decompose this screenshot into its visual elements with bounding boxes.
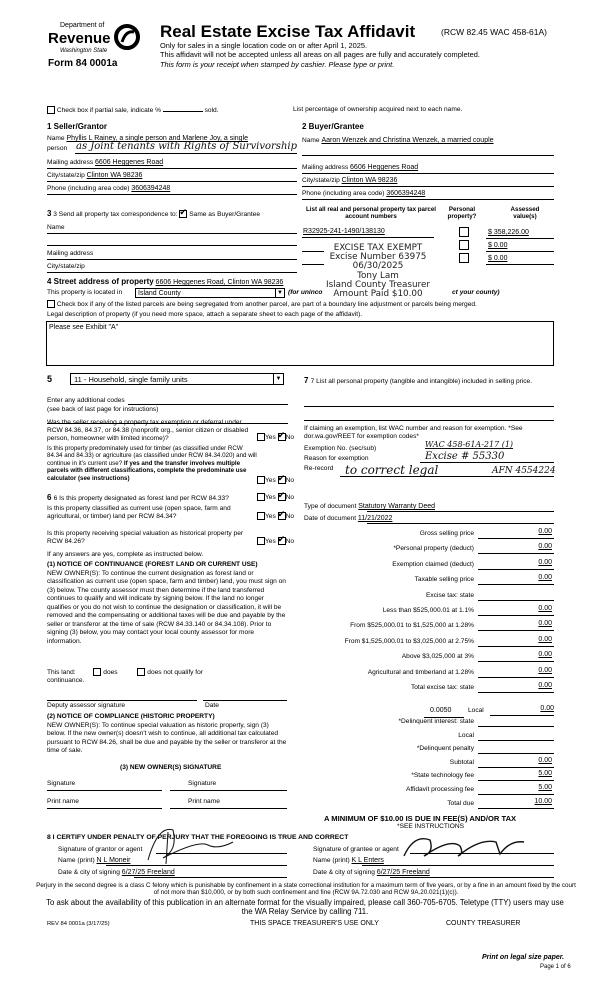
seller-name[interactable]: Phyllis L Rainey, a single person and Marlene Joy, a single [66,135,249,142]
calc-value[interactable]: 0.00 [538,543,552,551]
section3-name: Name [47,224,65,231]
grantor-date[interactable]: 6/27/25 Freeland [121,869,175,876]
buyer-mail[interactable]: 6606 Heggenes Road [350,164,419,171]
seller-mail[interactable]: 6606 Heggenes Road [95,159,164,166]
section5-num: 5 [47,374,53,384]
seller-phone[interactable]: 3606394248 [131,185,171,192]
local-value[interactable]: 0.00 [540,705,554,712]
rev-number: REV 84 0001a (3/17/25) [47,921,110,927]
chevron-down-icon: ▼ [273,374,283,384]
chevron-down-icon: ▼ [275,289,284,297]
dor-emblem-icon [114,24,140,50]
rerecord-label: Re-record [304,465,334,472]
calc-label: *Personal property (deduct) [393,545,474,553]
land-use-select[interactable]: 11 - Household, single family units ▼ [70,373,284,385]
buyer-heading: 2 Buyer/Grantee [302,122,364,131]
notice-continuance-text: NEW OWNER(S): To continue the current designation as forest land or classification as current use (open space, farm and timber) land, you must sign on (3) below. The county assessor must then determine if the land transferred continues to qualify and will indicate by signing below. If the land no longer qualifies or you do not wish to continue the designation or classification, it will be removed and the compensating or additional taxes will be due and payable by the seller or transferor at the time of sale (RCW 84.33.140 or 84.34.108). Prior to signing (3) below, you may contact your local county assessor for more information. [47,570,286,645]
seller-city[interactable]: Clinton WA 98236 [86,172,143,179]
buyer-city-row: City/state/zip Clinton WA 98236 [302,177,398,184]
q2-no-checkbox[interactable] [278,476,286,484]
owner-signature-label-2: Signature [188,780,217,787]
local-rate: 0.0050 [430,707,452,714]
calc-label: Agricultural and timberland at 1.28% [367,668,474,676]
grantee-date[interactable]: 6/27/25 Freeland [376,869,430,876]
grantor-signature-label: Signature of grantor or agent [58,846,143,853]
q4-yes-checkbox[interactable] [257,512,265,520]
land-does-not-checkbox[interactable] [137,668,145,676]
calc-label: Above $3,025,000 at 3% [401,653,474,661]
form-title: Real Estate Excise Tax Affidavit [160,22,416,41]
calc-label: Less than $525,000.01 at 1.1% [382,607,474,614]
section4-row: 4 Street address of property 6606 Heggenes Road, Clinton WA 98236 [47,277,284,286]
segregated-row: Check box if any of the listed parcels are being segregated from another parcel, are part of a boundary line adjustment or parcels being merged. [47,300,567,309]
county-row: This property is located in [47,289,123,296]
see-instructions: (see back of last page for instructions) [47,406,159,413]
seller-city-row: City/state/zip Clinton WA 98236 [47,172,143,179]
section7-label: 7 7 List all personal property (tangible and intangible) included in selling price. [304,376,533,385]
q1-yesno: Yes ✔ No [257,433,294,442]
treasurer-stamp: EXCISE TAX EXEMPT Excise Number 63975 06/30/2025 Tony Lam Island County Treasurer Amount Paid $10.00 [325,243,430,300]
owner-print-label-2: Print name [188,798,220,805]
calc-label: Total excise tax: state [410,684,474,691]
reason-label: Reason for exemption [304,455,369,462]
calc-label: Exemption claimed (deduct) [392,560,474,568]
handwritten-reason: to correct legal [345,463,439,477]
form-rcw: (RCW 82.45 WAC 458-61A) [441,27,547,37]
buyer-name[interactable]: Aaron Wenzek and Christina Wenzek, a married couple [321,137,494,144]
legal-description-field[interactable]: Please see Exhibit "A" [46,321,554,366]
grantor-date-row: Date & city of signing 6/27/25 Freeland [58,869,175,876]
partial-sale-checkbox[interactable] [47,106,55,114]
seller-mail-row: Mailing address 6606 Heggenes Road [47,159,164,166]
doc-date[interactable]: 11/21/2022 [357,515,393,522]
calc-value[interactable]: 0.00 [538,651,552,659]
form-subtitle: Only for sales in a single location code on or after April 1, 2025. This affidavit will not be accepted unless all areas on all pages are fully and accurately completed. This form is your receipt when stamped by cashier. Please type or print. [160,41,480,69]
calc-value[interactable]: 5.00 [538,784,552,791]
grantee-signature-label: Signature of grantee or agent [313,846,399,853]
new-owner-signature-title: (3) NEW OWNER(S) SIGNATURE [120,764,222,771]
buyer-name-row: Name Aaron Wenzek and Christina Wenzek, a married couple [302,137,494,144]
segregated-checkbox[interactable] [47,300,55,308]
q1-yes-checkbox[interactable] [257,433,265,441]
q2-yes-checkbox[interactable] [257,476,265,484]
legal-paper-note: Print on legal size paper. [482,954,565,961]
forest-question: 6 6 Is this property designated as forest land per RCW 84.33? [47,493,229,502]
perjury-notice: Perjury in the second degree is a class C felony which is punishable by confinement in a state correctional institution for a maximum term of five years, or by a fine in an amount fixed by the court of not more than $10,000, or by both such confinement and fine (RCW 9A.72.030 and RCW 9A.20.021(1)(c)). [36,882,576,897]
certification: 8 I CERTIFY UNDER PENALTY OF PERJURY THAT THE FOREGOING IS TRUE AND CORRECT [47,834,349,841]
buyer-phone-row: Phone (including area code) 3606394248 [302,190,426,197]
q3-yesno: Yes ✔ No [257,493,294,502]
buyer-phone[interactable]: 3606394248 [386,190,426,197]
buyer-mail-row: Mailing address 6606 Heggenes Road [302,164,419,171]
logo-state: Washington State [60,48,108,54]
calc-label: *Delinquent penalty [416,745,474,753]
q5-no-checkbox[interactable] [278,537,286,545]
calc-value[interactable]: 0.00 [538,574,552,582]
personal-property-checkbox-3[interactable] [459,253,469,263]
doc-type[interactable]: Statutory Warranty Deed [358,503,436,510]
see-instructions-2: *SEE INSTRUCTIONS [397,823,465,830]
calc-label: Subtotal [449,758,474,766]
seller-name-row: Name Phyllis L Rainey, a single person and Marlene Joy, a single [47,135,249,142]
wac-number[interactable]: WAC 458-61A-217 (1) [425,440,514,449]
calc-value[interactable]: 0.00 [538,756,552,764]
section3-city: City/state/zip [47,263,85,270]
minimum-notice: A MINIMUM OF $10.00 IS DUE IN FEE(S) AND/OR TAX [324,814,517,823]
q5-yesno: Yes ✔ No [257,537,294,546]
grantor-name-row: Name (print) N L Moneir [58,857,131,864]
notice-compliance-text: NEW OWNER(S): To continue special valuation as historic property, sign (3) below. If the new owner(s) doesn't wish to continue, all additional tax calculated pursuant to RCW 84.26, shall be due and payable by the seller or transferor at the time of sale. [47,722,287,755]
ownership-note: List percentage of ownership acquired next to each name. [293,106,463,113]
grantee-name[interactable]: K L Enters [351,857,384,864]
buyer-city[interactable]: Clinton WA 98236 [341,177,398,184]
owner-signature-label-1: Signature [47,780,76,787]
notice-compliance-title: (2) NOTICE OF COMPLIANCE (HISTORIC PROPERTY) [47,713,215,720]
calc-value[interactable]: 0.00 [538,528,552,535]
land-does-checkbox[interactable] [93,668,101,676]
personal-col-header: Personal property? [447,206,477,221]
grantee-date-row: Date & city of signing 6/27/25 Freeland [313,869,430,876]
personal-property-checkbox-2[interactable] [459,240,469,250]
historic-question: Is this property receiving special valuation as historical property per RCW 84.26? [47,530,244,545]
logo-dept: Department of [60,22,105,29]
section3-row: 3 3 Send all property tax correspondence to: ✔ Same as Buyer/Grantee [47,209,260,219]
current-use-question: Is this property classified as current use (open space, farm and agricultural, or timber) land per RCW 84.34? [47,505,231,520]
assessed-value-1[interactable]: $ 358,226.00 [488,229,529,236]
same-as-buyer-checkbox[interactable] [179,210,187,218]
property-address[interactable]: 6606 Heggenes Road, Clinton WA 98236 [155,279,284,286]
partial-sale-row: Check box if partial sale, indicate % sold. [47,106,219,115]
page-number: Page 1 of 6 [540,964,571,970]
local-label: Local [468,707,484,714]
continuance-label: continuance. [47,677,85,684]
calc-label: *Delinquent interest: state [398,718,474,725]
calc-label: Total due [447,799,474,807]
grantor-name[interactable]: N L Moneir [96,857,131,864]
unincorporated-label-2: ct your county) [452,289,500,296]
accessibility-notice: To ask about the availability of this publication in an alternate format for the visually impaired, please call 360-705-6705. Teletype (TTY) users may use the WA Relay Service by calling 711. [46,898,564,916]
seller-person-row: person [47,145,68,152]
form-number: Form 84 0001a [48,58,118,69]
this-land-row: This land: does does not qualify for [47,668,203,676]
owner-print-label-1: Print name [47,798,79,805]
wac-row: Exemption No. (sec/sub) [304,445,377,452]
q4-yesno: Yes ✔ No [257,512,294,521]
calc-label: From $1,525,000.01 to $3,025,000 at 2.75% [344,637,474,645]
q4-no-checkbox[interactable] [278,512,286,520]
calc-label: From $525,000.01 to $1,525,000 at 1.28% [350,622,474,630]
calc-value[interactable]: 0.00 [538,682,552,689]
q5-yes-checkbox[interactable] [257,537,265,545]
exemption-instructions: If claiming an exemption, list WAC number and reason for exemption. *See dor.wa.gov/REET for exemption codes* [304,425,523,440]
doc-type-row: Type of document Statutory Warranty Deed [304,503,436,510]
additional-codes-label: Enter any additional codes [47,397,125,404]
logo-revenue: Revenue [48,30,111,47]
parcel-col-header: List all real and personal property tax parcel account numbers [306,206,436,221]
calc-value[interactable]: 0.00 [538,666,552,674]
calc-label: Local [458,731,474,739]
personal-property-checkbox-1[interactable] [459,227,469,237]
q1-no-checkbox[interactable] [278,433,286,441]
if-yes-note: If any answers are yes, complete as instructed below. [47,551,204,558]
calc-label: Excise tax: state [425,591,474,599]
seller-heading: 1 Seller/Grantor [47,122,108,131]
calc-value[interactable]: 0.00 [538,558,552,566]
handwritten-excise-number: Excise # 55330 [425,451,505,462]
handwritten-afn: AFN 4554224 [492,466,556,476]
deputy-date-label: Date [205,702,219,709]
unincorporated-label: (for uninco [288,289,323,296]
grantee-name-row: Name (print) K L Enters [313,857,384,864]
calc-value[interactable]: 0.00 [538,620,552,628]
calc-label: Affidavit processing fee [405,786,474,793]
section3-mail: Mailing address [47,250,94,257]
notice-continuance-title: (1) NOTICE OF CONTINUANCE (FOREST LAND OR CURRENT USE) [47,561,258,568]
assessed-value-3[interactable]: $ 0.00 [488,255,508,262]
calc-value[interactable]: 10.00 [534,797,552,805]
q2-yesno: Yes ✔ No [257,476,294,485]
assessed-col-header: Assessed value(s) [510,206,540,221]
parcel-number[interactable]: R32925-241-1490/138130 [303,228,385,235]
calc-value[interactable]: 0.00 [538,635,552,643]
q3-no-checkbox[interactable] [278,493,286,501]
calc-value[interactable]: 0.00 [538,605,552,612]
calc-value[interactable]: 5.00 [538,770,552,778]
legal-description-label: Legal description of property (if you need more space, attach a separate sheet to each page of the affidavit). [47,311,363,318]
q3-yes-checkbox[interactable] [257,493,265,501]
seller-phone-row: Phone (including area code) 3606394248 [47,185,171,192]
assessed-value-2[interactable]: $ 0.00 [488,242,508,249]
grantor-signature[interactable] [138,820,278,865]
calc-label: *State technology fee [411,772,474,780]
exemption-question: Was the seller receiving a property tax exemption or deferral under RCW 84.36, 84.37, or 84.38 (nonprofit org., senior citizen or disabled person, homeowner with limited income)? [47,419,249,442]
county-select[interactable]: Island County ▼ [135,288,285,298]
deputy-signature-label: Deputy assessor signature [47,702,126,709]
calc-label: Taxable selling price [414,576,474,584]
calc-label: Gross selling price [419,530,474,537]
timber-question: Is this property predominately used for timber (as classified under RCW 84.34 and 84.33) or agriculture (as classified under RCW 84.34.020) and will continue in it's current use? If yes and the transfer involves multiple parcels with different classifications, complete the predominate use calculator (see instructions) [47,445,257,482]
grantee-signature[interactable] [400,832,530,862]
treasurer-use-only: THIS SPACE TREASURER'S USE ONLY [250,920,379,927]
doc-date-row: Date of document 11/21/2022 [304,515,393,522]
seller-handwritten-tenancy: as Joint tenants with Rights of Survivorship [76,141,297,152]
county-treasurer: COUNTY TREASURER [446,920,521,927]
